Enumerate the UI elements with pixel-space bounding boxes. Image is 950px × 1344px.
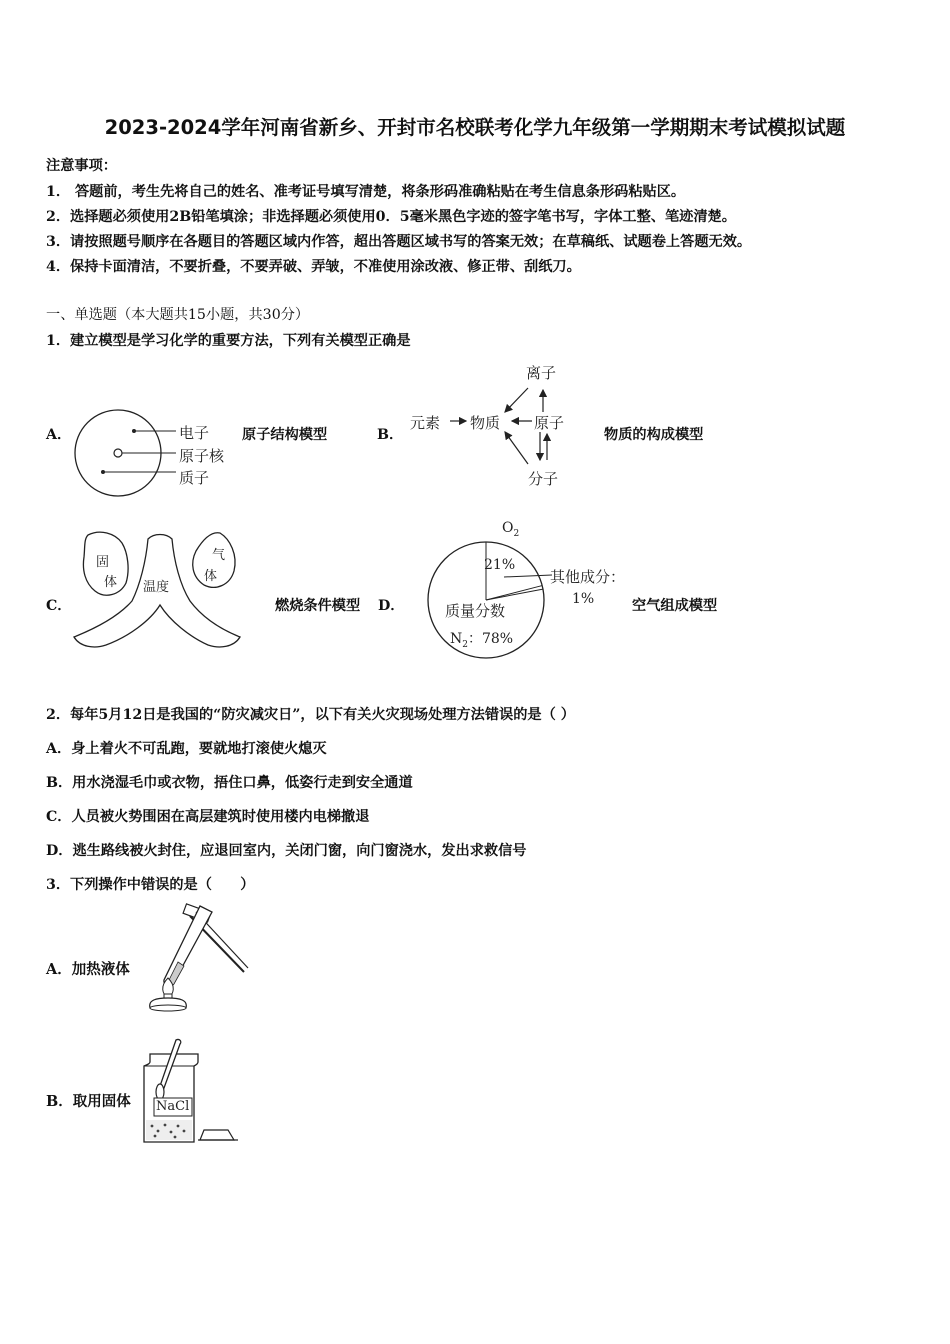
q1-option-b-caption: 物质的构成模型: [604, 427, 704, 443]
q2-option-c: C．人员被火势围困在高层建筑时使用楼内电梯撤退: [46, 809, 370, 825]
section-heading: 一、单选题（本大题共15小题，共30分）: [46, 307, 310, 323]
heating-liquid-figure: [138, 902, 253, 1017]
matter-node-ion: 离子: [526, 364, 557, 382]
q3-option-b-label: B．取用固体: [46, 1093, 131, 1110]
matter-node-molecule: 分子: [528, 470, 559, 488]
q1-option-c-letter: C．: [46, 598, 72, 614]
q1-option-b-letter: B．: [377, 427, 404, 443]
q1-option-c-caption: 燃烧条件模型: [275, 598, 361, 614]
pie-label-center: 质量分数: [445, 602, 506, 620]
notice-item-2: 2．选择题必须使用2B铅笔填涂；非选择题必须使用0．5毫米黑色字迹的签字笔书写，字体工整、笔迹清楚。: [46, 209, 736, 225]
q1-option-d-caption: 空气组成模型: [632, 598, 718, 614]
notice-item-1: 1． 答题前，考生先将自己的姓名、准考证号填写清楚，将条形码准确粘贴在考生信息条形码粘贴区。: [46, 184, 686, 200]
pie-label-n2: $N_2$：78%: [450, 631, 514, 650]
taking-solid-figure: [138, 1036, 248, 1146]
combustion-label-temp: 温度: [143, 580, 170, 595]
q1-stem: 1．建立模型是学习化学的重要方法，下列有关模型正确是: [46, 333, 411, 349]
combustion-label-solid-1: 固: [96, 555, 110, 570]
matter-node-atom: 原子: [534, 414, 565, 432]
pie-label-o2: $O_2$: [502, 520, 520, 539]
atom-label-nucleus: 原子核: [179, 447, 225, 465]
q2-option-b: B．用水浇湿毛巾或衣物，捂住口鼻，低姿行走到安全通道: [46, 775, 413, 791]
notice-heading: 注意事项：: [46, 158, 117, 174]
q3-stem: 3．下列操作中错误的是（ ）: [46, 877, 255, 893]
matter-node-element: 元素: [410, 414, 441, 432]
atom-label-electron: 电子: [179, 424, 210, 442]
pie-label-o2-pct: 21%: [484, 557, 516, 573]
pie-label-other: 其他成分：: [550, 568, 626, 586]
q2-stem: 2．每年5月12日是我国的“防灾减灾日”，以下有关火灾现场处理方法错误的是（ ）: [46, 707, 575, 723]
reagent-label: NaCl: [156, 1099, 190, 1114]
pie-label-other-pct: 1%: [572, 591, 595, 607]
exam-title: 2023-2024学年河南省新乡、开封市名校联考化学九年级第一学期期末考试模拟试题: [104, 116, 846, 139]
q1-option-a-letter: A．: [46, 427, 72, 443]
q1-option-a-caption: 原子结构模型: [242, 427, 328, 443]
q2-option-d: D．逃生路线被火封住，应退回室内，关闭门窗，向门窗浇水，发出求救信号: [46, 843, 527, 859]
matter-node-substance: 物质: [470, 414, 501, 432]
q1-option-d-letter: D．: [378, 598, 405, 614]
combustion-label-gas-2: 体: [204, 569, 218, 584]
combustion-label-gas-1: 气: [212, 548, 226, 563]
atom-label-proton: 质子: [179, 469, 210, 487]
notice-item-3: 3．请按照题号顺序在各题目的答题区域内作答，超出答题区域书写的答案无效；在草稿纸、试题卷上答题无效。: [46, 234, 752, 250]
q2-option-a: A．身上着火不可乱跑，要就地打滚使火熄灭: [46, 741, 327, 757]
q3-option-a-label: A．加热液体: [46, 961, 130, 978]
notice-item-4: 4．保持卡面清洁，不要折叠，不要弄破、弄皱，不准使用涂改液、修正带、刮纸刀。: [46, 259, 581, 275]
combustion-label-solid-2: 体: [104, 575, 118, 590]
